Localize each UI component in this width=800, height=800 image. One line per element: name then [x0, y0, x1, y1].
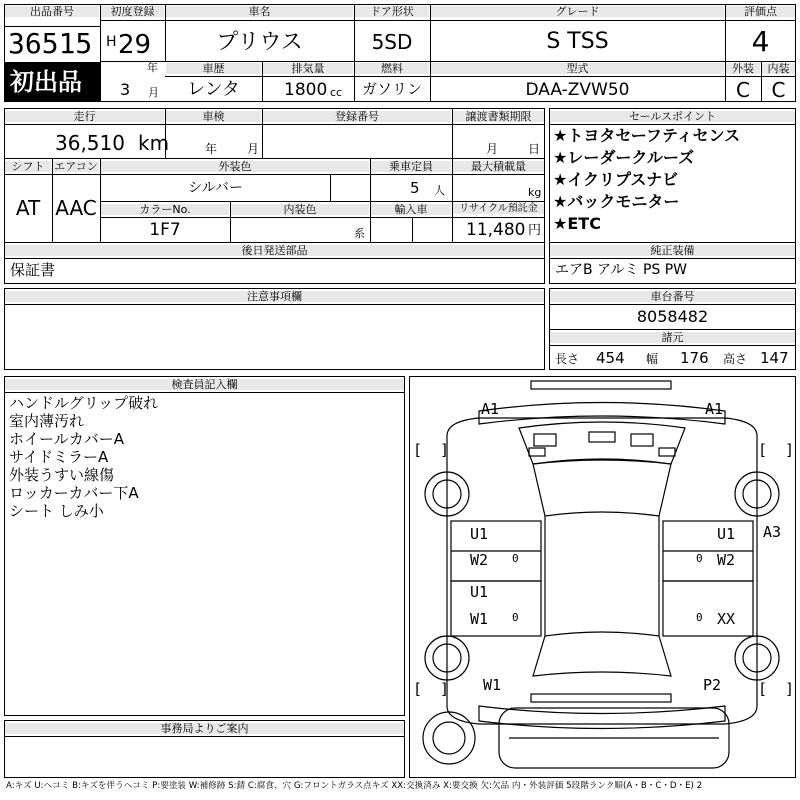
transfer-month-unit: 月: [486, 142, 499, 156]
bracket-left-bottom-close: ]: [440, 680, 450, 698]
sales-point: ★ETC: [553, 214, 601, 233]
mark-right-fender: A3: [763, 523, 782, 541]
inspection-label: 車検: [166, 111, 261, 122]
equipment-value: エアB アルミ PS PW: [555, 262, 688, 278]
interior-label: 内装: [762, 63, 795, 74]
mark-left-front-door-bottom: W2: [470, 551, 489, 569]
inspector-line: 室内薄汚れ: [9, 412, 85, 430]
interior-value: C: [771, 78, 786, 102]
mark-front-right: A1: [705, 400, 724, 418]
length-value: 454: [596, 349, 625, 367]
sales-point: ★バックモニター: [553, 192, 680, 211]
color-no-label: カラーNo.: [101, 204, 229, 215]
mark-right-front-door-top: U1: [717, 525, 736, 543]
height-label: 高さ: [723, 352, 748, 366]
interior-color-unit: 系: [354, 227, 365, 240]
width-value: 176: [680, 349, 709, 367]
bracket-right-bottom-close: ]: [785, 680, 795, 698]
bracket-right-bottom: [: [758, 680, 768, 698]
exterior-label: 外装: [726, 63, 760, 74]
shift-label: シフト: [5, 161, 51, 172]
lot-label: 出品番号: [5, 6, 99, 17]
reg-label: 初度登録: [101, 6, 164, 17]
sales-points-list: [553, 128, 740, 238]
inspector-line: 外装うすい線傷: [9, 466, 115, 484]
car-name: プリウス: [216, 30, 303, 55]
interior-color-label: 内装色: [231, 204, 369, 215]
era: H: [106, 34, 117, 50]
bracket-right-top: [: [758, 441, 768, 459]
office-label: 事務局よりご案内: [5, 723, 404, 734]
history-value: レンタ: [187, 79, 240, 100]
model-label: 型式: [431, 63, 724, 74]
color-value: シルバー: [188, 180, 243, 196]
plate-label: 登録番号: [263, 111, 451, 122]
inspector-line: シート しみ小: [9, 502, 104, 520]
capacity-label: 乗車定員: [371, 161, 451, 172]
door-value: 5SD: [371, 30, 413, 54]
chassis-label: 車台番号: [550, 291, 795, 302]
lot-number: 36515: [8, 27, 93, 60]
bracket-right-top-close: ]: [785, 441, 795, 459]
load-label: 最大積載量: [453, 161, 544, 172]
model-value: DAA-ZVW50: [525, 80, 630, 100]
mark-left-rear-door-bottom: W1: [470, 610, 489, 628]
aircon-label: エアコン: [54, 160, 98, 173]
mileage-value: 36,510: [55, 131, 125, 155]
reg-year: 29: [118, 30, 152, 60]
score-label: 評価点: [726, 6, 795, 17]
bracket-left-top: [: [413, 441, 423, 459]
zero-left-rear: 0: [512, 611, 519, 624]
car-diagram: [409, 376, 796, 778]
inspector-line: ロッカーカバー下A: [9, 484, 139, 502]
aircon-value: AAC: [55, 196, 97, 220]
chassis-value: 8058482: [636, 307, 709, 326]
history-label: 車歴: [166, 63, 261, 74]
legend: A:キズ U:ヘコミ B:キズを伴うヘコミ P:要塗装 W:補修跡 S:錆 C:腐食、穴 G:フロントガラス点キズ XX:交換済み X:要交換 欠:欠品 内・外装評価 5段階ランク順(A・B・C・D・E) 2: [6, 781, 703, 791]
fuel-value: ガソリン: [361, 80, 422, 98]
mark-left-front-door-top: U1: [470, 525, 489, 543]
mark-right-rear-door: XX: [717, 610, 736, 628]
name-label: 車名: [166, 6, 353, 17]
later-parts-label: 後日発送部品: [5, 245, 544, 256]
recycle-value: 11,480: [466, 220, 526, 240]
bracket-left-top-close: ]: [440, 441, 450, 459]
width-label: 幅: [646, 352, 659, 366]
mark-right-rear: P2: [703, 676, 722, 694]
fuel-label: 燃料: [355, 63, 429, 74]
recycle-unit: 円: [528, 223, 542, 238]
caution-label: 注意事項欄: [5, 291, 544, 302]
inspection-month-unit: 月: [247, 142, 260, 156]
bracket-left-bottom: [: [413, 680, 423, 698]
length-label: 長さ: [555, 352, 580, 366]
sales-point: ★トヨタセーフティセンス: [553, 126, 741, 145]
door-label: ドア形状: [355, 6, 429, 17]
height-value: 147: [760, 349, 789, 367]
recycle-label: リサイクル預託金: [453, 204, 544, 214]
shift-value: AT: [15, 196, 41, 220]
transfer-day-unit: 日: [528, 142, 541, 156]
year-unit: 年: [147, 61, 158, 74]
inspector-line: サイドミラーA: [9, 448, 109, 466]
inspector-line: ホイールカバーA: [9, 430, 124, 448]
sales-label: セールスポイント: [550, 111, 795, 122]
mark-front-left: A1: [481, 400, 500, 418]
grade-label: グレード: [431, 6, 724, 17]
zero-left-front: 0: [512, 552, 519, 565]
mark-left-rear: W1: [483, 676, 502, 694]
load-unit: kg: [528, 186, 542, 199]
inspector-line: ハンドルグリップ破れ: [9, 394, 159, 412]
grade-value: S TSS: [546, 29, 609, 54]
zero-right-rear: 0: [696, 611, 703, 624]
exterior-value: C: [736, 78, 750, 102]
capacity-unit: 人: [434, 184, 445, 197]
inspector-label: 検査員記入欄: [5, 379, 404, 390]
capacity-value: 5: [410, 179, 420, 197]
first-listing-text: 初出品: [10, 68, 82, 96]
color-label: 外装色: [101, 161, 369, 172]
mileage-unit: km: [138, 131, 170, 155]
color-no-value: 1F7: [149, 220, 181, 240]
import-label: 輸入車: [371, 204, 451, 215]
sales-point: ★レーダークルーズ: [553, 148, 695, 167]
displacement-label: 排気量: [263, 63, 353, 74]
transfer-label: 譲渡書類期限: [453, 111, 544, 122]
mark-left-rear-door-top: U1: [470, 583, 489, 601]
reg-month: 3: [120, 80, 131, 99]
zero-right-front: 0: [696, 552, 703, 565]
displacement-unit: cc: [330, 86, 343, 99]
displacement-value: 1800: [284, 80, 328, 100]
inspector-lines: [9, 396, 158, 522]
score-value: 4: [751, 25, 770, 58]
mark-right-front-door-bottom: W2: [717, 551, 736, 569]
dims-label: 諸元: [550, 332, 795, 343]
inspection-year-unit: 年: [205, 142, 218, 156]
sales-point: ★イクリプスナビ: [553, 170, 679, 189]
month-unit: 月: [148, 86, 159, 99]
mileage-label: 走行: [5, 111, 164, 122]
equipment-label: 純正装備: [550, 245, 795, 256]
later-parts-value: 保証書: [10, 261, 56, 279]
